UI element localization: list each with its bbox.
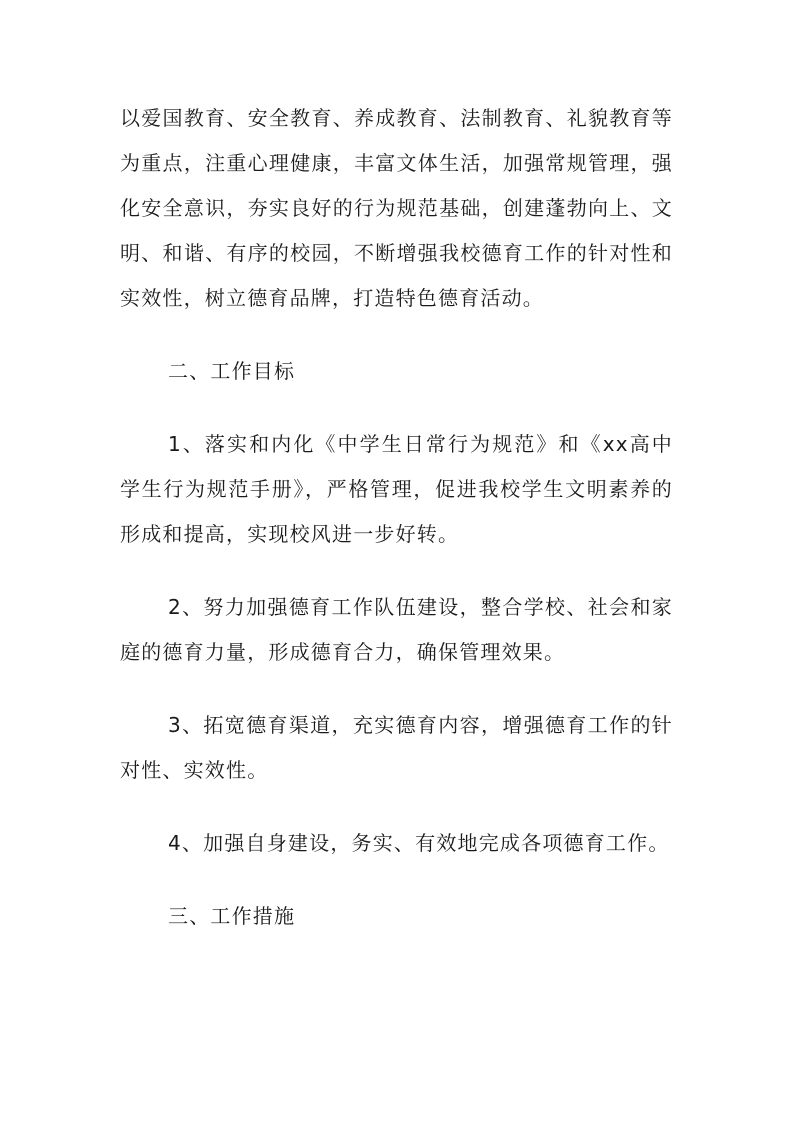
goal-item-3: 3、拓宽德育渠道，充实德育内容，增强德育工作的针对性、实效性。 [120, 713, 673, 782]
goal-item-4: 4、加强自身建设，务实、有效地完成各项德育工作。 [168, 831, 670, 855]
heading-work-goals: 二、工作目标 [168, 359, 296, 383]
paragraph-intro: 以爱国教育、安全教育、养成教育、法制教育、礼貌教育等为重点，注重心理健康，丰富文体生活，加强常规管理，强化安全意识，夯实良好的行为规范基础，创建蓬勃向上、文明、和谐、有序的校园，不断增强我校德育工作的针对性和实效性，树立德育品牌，打造特色德育活动。 [120, 106, 673, 310]
goal-item-1: 1、落实和内化《中学生日常行为规范》和《xx高中学生行为规范手册》，严格管理，促进我校学生文明素养的形成和提高，实现校风进一步好转。 [120, 432, 673, 546]
document-page [120, 96, 673, 939]
heading-work-measures: 三、工作措施 [168, 904, 296, 928]
goal-item-2: 2、努力加强德育工作队伍建设，整合学校、社会和家庭的德育力量，形成德育合力，确保管理效果。 [120, 595, 673, 664]
